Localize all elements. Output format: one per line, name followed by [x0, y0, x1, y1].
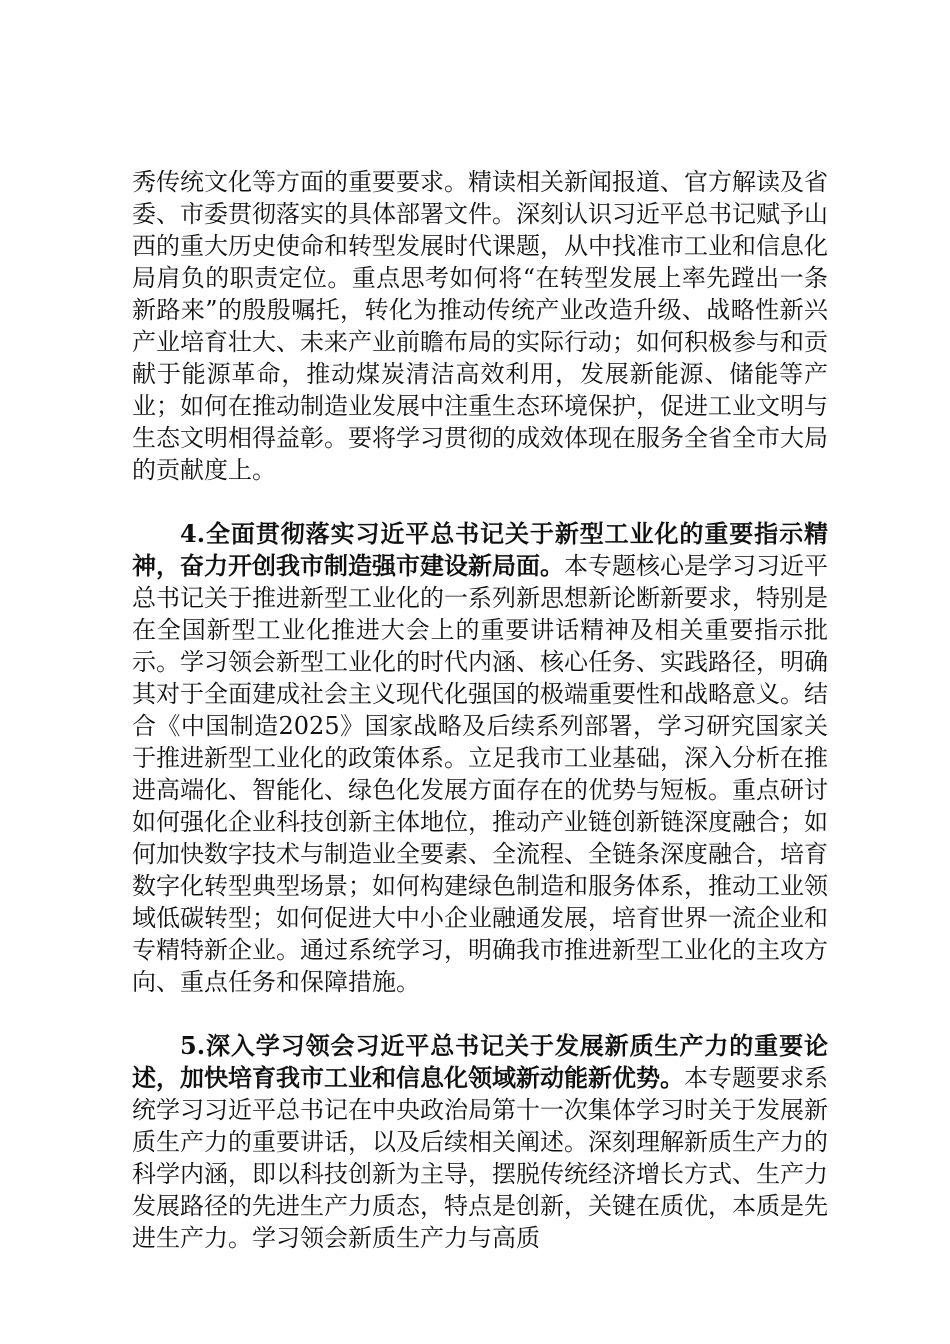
- paragraph-topic-5: [132, 1030, 828, 1254]
- topic-4-body: 本专题核心是学习习近平总书记关于推进新型工业化的一系列新思想新论断新要求，特别是在全国新型工业化推进大会上的重要讲话精神及相关重要指示批示。学习领会新型工业化的时代内涵、核心任务、实践路径，明确其对于全面建成社会主义现代化强国的极端重要性和战略意义。结合《中国制造2025》国家战略及后续系列部署，学习研究国家关于推进新型工业化的政策体系。立足我市工业基础，深入分析在推进高端化、智能化、绿色化发展方面存在的优势与短板。重点研讨如何强化企业科技创新主体地位，推动产业链创新链深度融合；如何加快数字技术与制造业全要素、全流程、全链条深度融合，培育数字化转型典型场景；如何构建绿色制造和服务体系，推动工业领域低碳转型；如何促进大中小企业融通发展，培育世界一流企业和专精特新企业。通过系统学习，明确我市推进新型工业化的主攻方向、重点任务和保障措施。: [132, 552, 828, 996]
- topic-5-body: 本专题要求系统学习习近平总书记在中央政治局第十一次集体学习时关于发展新质生产力的重要讲话，以及后续相关阐述。深刻理解新质生产力的科学内涵，即以科技创新为主导，摆脱传统经济增长方式、生产力发展路径的先进生产力质态，特点是创新，关键在质优，本质是先进生产力。学习领会新质生产力与高质: [132, 1064, 828, 1252]
- topic-4-heading: 4.全面贯彻落实习近平总书记关于新型工业化的重要指示精神，奋力开创我市制造强市建设新局面。: [132, 519, 828, 580]
- paragraph-topic-4: [132, 518, 828, 998]
- paragraph-continued: [132, 166, 828, 486]
- document-page: [132, 166, 828, 1254]
- topic-5-heading: 5.深入学习领会习近平总书记关于发展新质生产力的重要论述，加快培育我市工业和信息化领域新动能新优势。: [132, 1031, 828, 1092]
- paragraph-body: 秀传统文化等方面的重要要求。精读相关新闻报道、官方解读及省委、市委贯彻落实的具体部署文件。深刻认识习近平总书记赋予山西的重大历史使命和转型发展时代课题，从中找准市工业和信息化局肩负的职责定位。重点思考如何将“在转型发展上率先蹚出一条新路来”的殷殷嘱托，转化为推动传统产业改造升级、战略性新兴产业培育壮大、未来产业前瞻布局的实际行动；如何积极参与和贡献于能源革命，推动煤炭清洁高效利用，发展新能源、储能等产业；如何在推动制造业发展中注重生态环境保护，促进工业文明与生态文明相得益彰。要将学习贯彻的成效体现在服务全省全市大局的贡献度上。: [132, 168, 828, 484]
